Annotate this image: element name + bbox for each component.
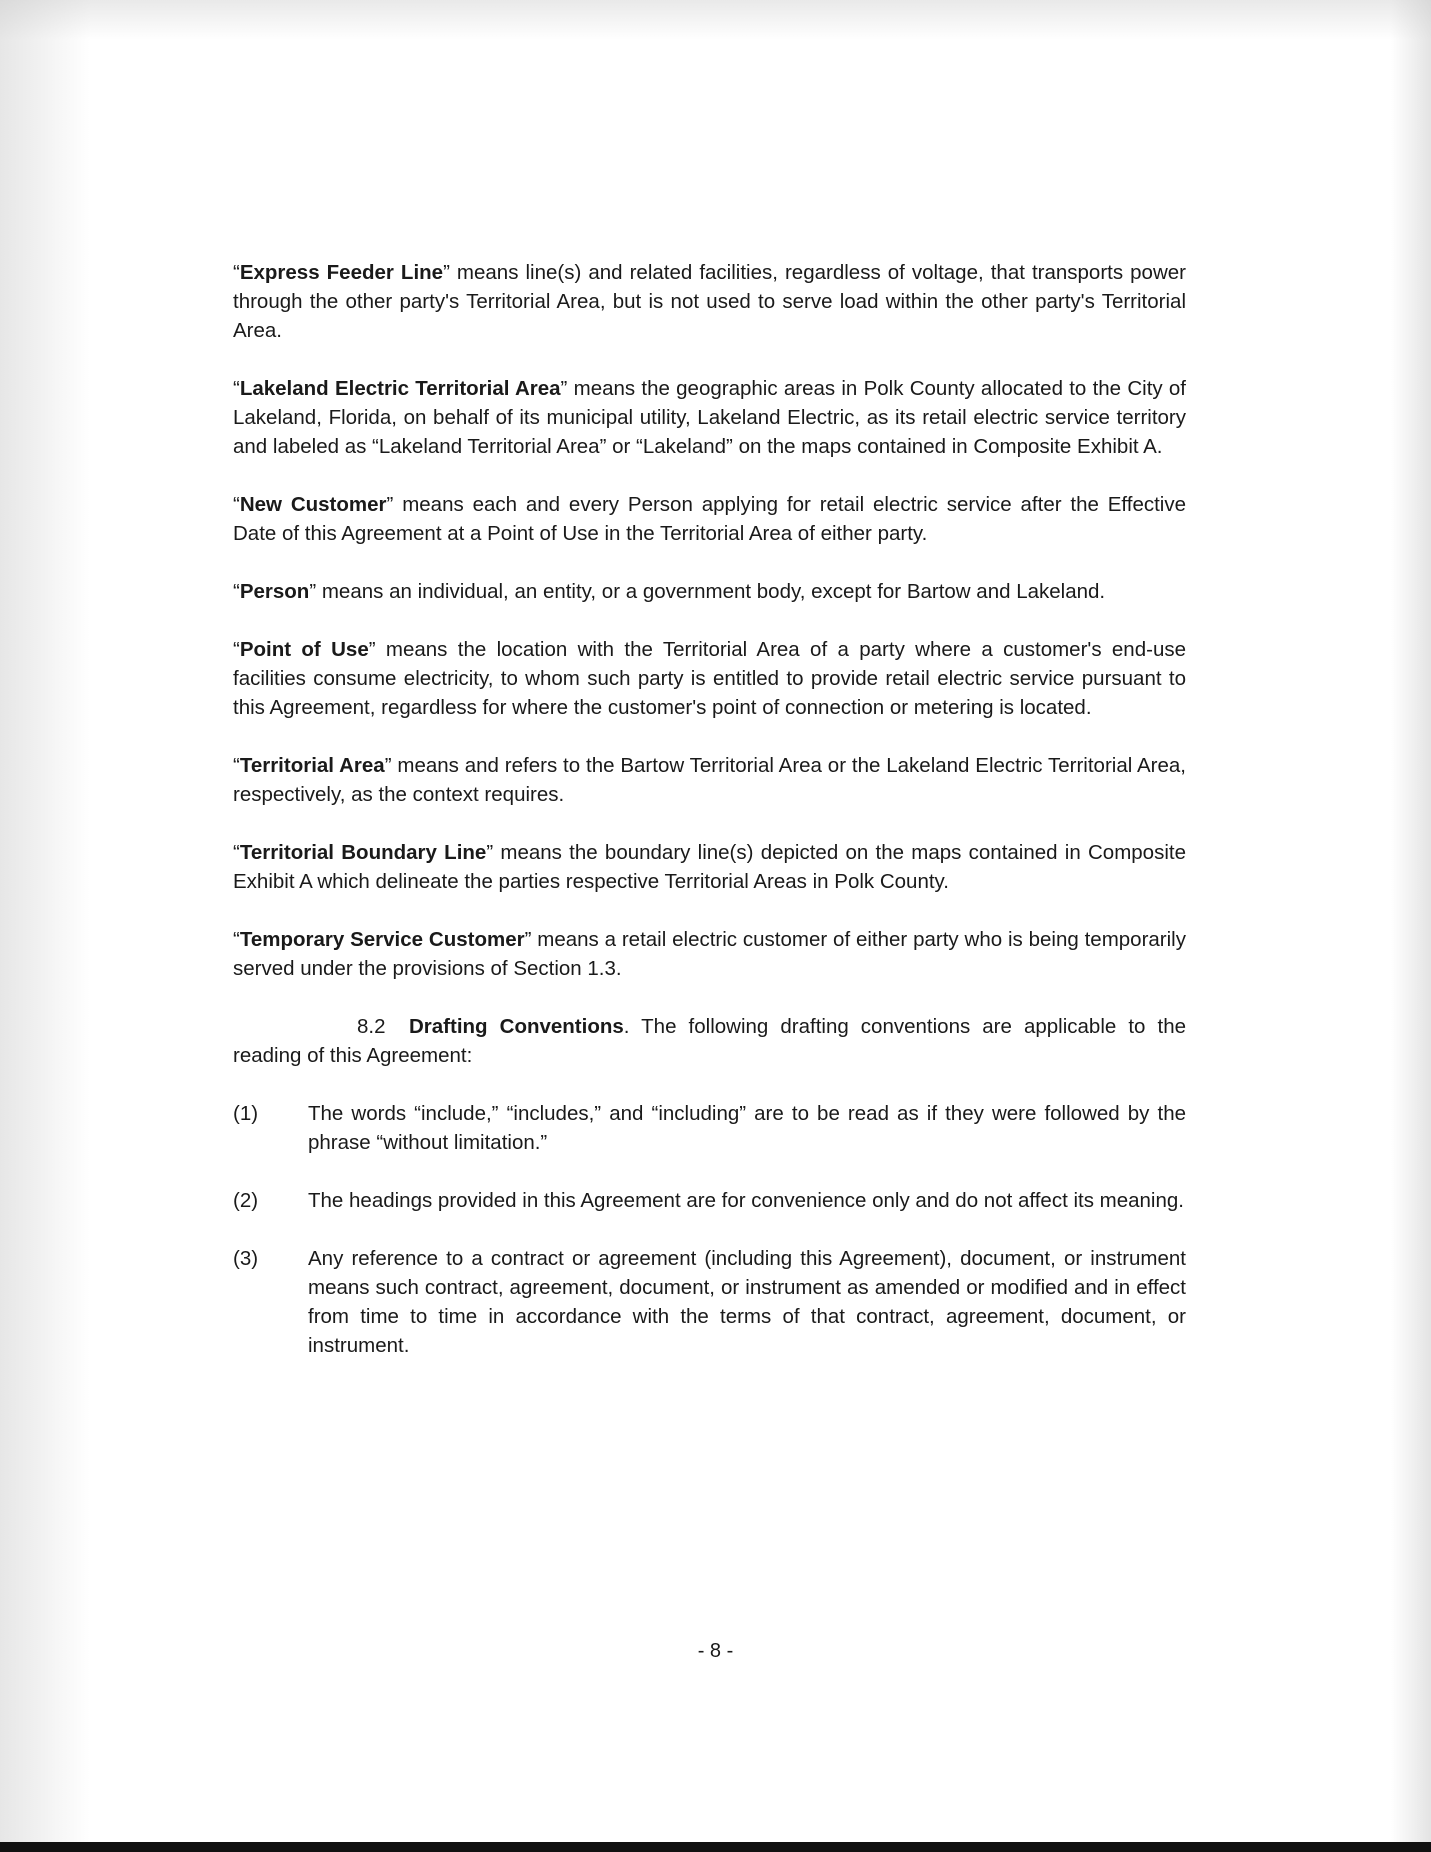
scan-shadow-right: [1391, 0, 1431, 1852]
definition-text: means an individual, an entity, or a government body, except for Bartow and Lakeland.: [316, 580, 1106, 603]
definition-lakeland-electric-territorial-area: “Lakeland Electric Territorial Area” means the geographic areas in Polk County allocated to the City of Lakeland, Florida, on behalf of its municipal utility, Lakeland Electric, as its retail electric service territory and labeled as “Lakeland Territorial Area” or “Lakeland” on the maps contained in Composite Exhibit A.: [233, 377, 1186, 458]
definition-term: Territorial Boundary Line: [239, 841, 487, 864]
section-number: 8.2: [357, 1015, 386, 1038]
definition-term: Person: [239, 580, 310, 603]
definition-new-customer: “New Customer” means each and every Person applying for retail electric service after the Effective Date of this Agreement at a Point of Use in the Territorial Area of either party.: [233, 493, 1186, 545]
definition-text: means the location with the Territorial Area of a party where a customer's end-use facilities consume electricity, to whom such party is entitled to provide retail electric service pursuant to this Agreement, regardless for where the customer's point of connection or metering is located.: [233, 638, 1186, 719]
definition-text: means each and every Person applying for retail electric service after the Effective Date of this Agreement at a Point of Use in the Territorial Area of either party.: [233, 493, 1186, 545]
definition-text: means the geographic areas in Polk County allocated to the City of Lakeland, Florida, on behalf of its municipal utility, Lakeland Electric, as its retail electric service territory and labeled as “Lakeland Territorial Area” or “Lakeland” on the maps contained in Composite Exhibit A.: [233, 377, 1186, 458]
definition-text: means a retail electric customer of either party who is being temporarily served under the provisions of Section 1.3.: [233, 928, 1186, 980]
definition-term: Territorial Area: [239, 754, 385, 777]
list-item: [233, 1186, 1186, 1215]
scan-shadow-left: [0, 0, 90, 1852]
definition-territorial-boundary-line: “Territorial Boundary Line” means the boundary line(s) depicted on the maps contained in Composite Exhibit A which delineate the parties respective Territorial Areas in Polk County.: [233, 841, 1186, 893]
definition-express-feeder-line: “Express Feeder Line” means line(s) and related facilities, regardless of voltage, that transports power through the other party's Territorial Area, but is not used to serve load within the other party's Territorial Area.: [233, 261, 1186, 342]
page-number: - 8 -: [697, 1640, 734, 1662]
list-item: [233, 1099, 1186, 1157]
definition-term: Lakeland Electric Territorial Area: [239, 377, 561, 400]
scan-shadow-top: [0, 0, 1431, 40]
definition-term: New Customer: [239, 493, 387, 516]
list-item-text: The headings provided in this Agreement are for convenience only and do not affect its meaning.: [308, 1189, 1184, 1212]
definition-temporary-service-customer: “Temporary Service Customer” means a retail electric customer of either party who is being temporarily served under the provisions of Section 1.3.: [233, 928, 1186, 980]
list-item-number: (1): [233, 1102, 259, 1125]
section-heading: Drafting Conventions: [409, 1015, 624, 1038]
list-item-text: Any reference to a contract or agreement (including this Agreement), document, or instrument means such contract, agreement, document, or instrument as amended or modified and in effect from time to time in accordance with the terms of that contract, agreement, document, or instrument.: [308, 1247, 1186, 1357]
definition-term: Express Feeder Line: [239, 261, 444, 284]
definition-term: Temporary Service Customer: [239, 928, 525, 951]
list-item-number: (3): [233, 1247, 259, 1270]
section-text: . The following drafting conventions are applicable to the reading of this Agreement:: [233, 1015, 1186, 1067]
definition-territorial-area: “Territorial Area” means and refers to the Bartow Territorial Area or the Lakeland Electric Territorial Area, respectively, as the context requires.: [233, 754, 1186, 806]
list-item-text: The words “include,” “includes,” and “including” are to be read as if they were followed by the phrase “without limitation.”: [308, 1102, 1186, 1154]
list-item: [233, 1244, 1186, 1360]
definition-text: means the boundary line(s) depicted on the maps contained in Composite Exhibit A which delineate the parties respective Territorial Areas in Polk County.: [233, 841, 1186, 893]
scan-edge-bottom: [0, 1842, 1431, 1852]
definition-person: “Person” means an individual, an entity, or a government body, except for Bartow and Lakeland.: [233, 580, 1106, 603]
list-item-number: (2): [233, 1189, 259, 1212]
document-body: [233, 258, 1186, 1389]
section-8-2: [233, 1012, 1186, 1070]
definition-text: means and refers to the Bartow Territorial Area or the Lakeland Electric Territorial Area, respectively, as the context requires.: [233, 754, 1186, 806]
definition-point-of-use: “Point of Use” means the location with the Territorial Area of a party where a customer's end-use facilities consume electricity, to whom such party is entitled to provide retail electric service pursuant to this Agreement, regardless for where the customer's point of connection or metering is located.: [233, 638, 1186, 719]
definition-term: Point of Use: [239, 638, 369, 661]
definition-text: means line(s) and related facilities, regardless of voltage, that transports power through the other party's Territorial Area, but is not used to serve load within the other party's Territorial Area.: [233, 261, 1186, 342]
